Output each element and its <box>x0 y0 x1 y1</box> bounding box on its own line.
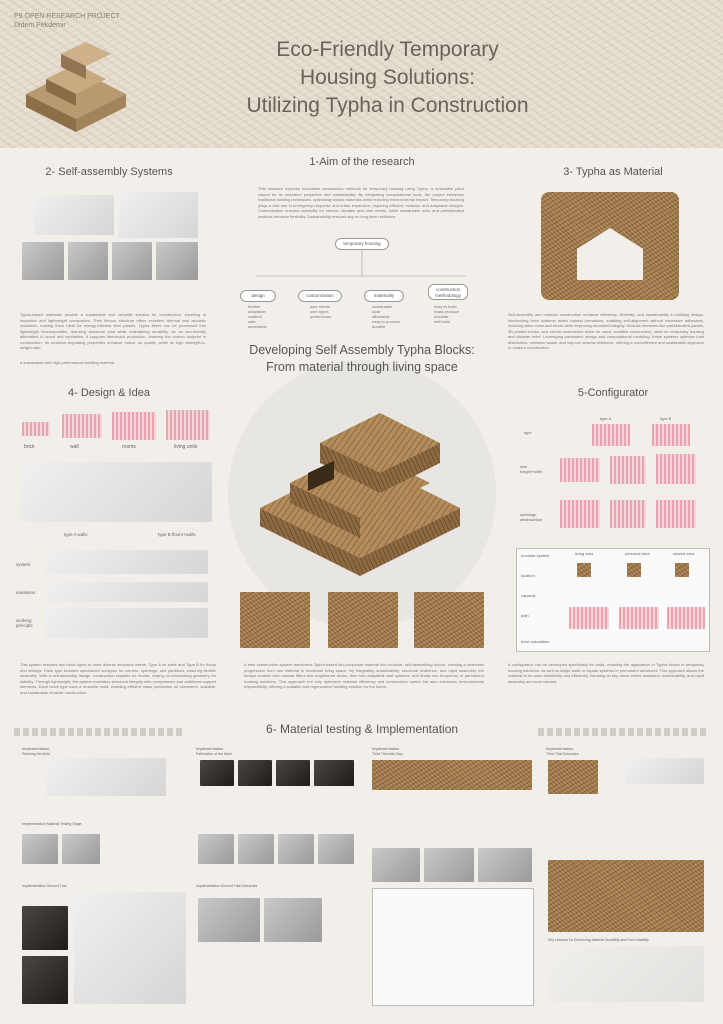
col-living-area: living area <box>575 551 594 556</box>
working-principle-row <box>44 608 208 638</box>
diagram-node-design: design <box>240 290 276 302</box>
label-size: size height+width <box>520 464 543 474</box>
col4-title: Implementation <box>546 746 574 751</box>
table-plan <box>569 607 609 629</box>
row-modular-system: modular system <box>521 553 550 558</box>
col2-sub-c: Implementation Second Trial Outcomes <box>196 884 258 888</box>
bullet: sustainable <box>372 304 393 309</box>
bullet: local <box>372 309 381 314</box>
center-block-render <box>250 388 480 578</box>
label-type-a: type A walls <box>64 532 88 537</box>
label-type-a-config: type A <box>600 416 612 421</box>
label-type: type <box>524 430 532 435</box>
bullet: modular <box>434 314 449 319</box>
col3-sub: Third Trial with Clay <box>372 752 403 756</box>
col1-sub-a: Implementation Material Testing Stage <box>22 822 82 826</box>
bullet: self-build <box>434 319 451 324</box>
project-label: P9 OPEN RESEARCH PROJECT <box>14 13 120 20</box>
trial-notes-panel <box>74 892 186 1004</box>
config-type-b <box>652 424 690 446</box>
mold-photo-4 <box>314 760 354 786</box>
clay-result-1 <box>372 848 420 882</box>
mold-photo-2 <box>238 760 272 786</box>
project-info <box>14 12 120 30</box>
wall-drawing <box>62 414 102 438</box>
header-banner <box>0 0 723 148</box>
mix-photo-2 <box>238 834 274 864</box>
testing-heading: 6- Material testing & Implementation <box>265 722 459 736</box>
diagram-node-construction: construction methodology <box>428 284 468 300</box>
diagram-node-materiality: materiality <box>364 290 404 302</box>
trial-photo-1 <box>22 906 68 950</box>
hero-block-image <box>16 34 136 134</box>
bullet: adaptable <box>248 309 266 314</box>
bullet: safe <box>248 319 256 324</box>
self-assembly-text-2: a sustainable and high-performance building material. <box>20 360 116 365</box>
final-text-block <box>548 946 704 1002</box>
label-living-units: living units <box>174 444 198 450</box>
col1-sub-b: Implementation Second Trial <box>22 884 67 888</box>
bullet: accessible <box>248 324 267 329</box>
brick-drawing <box>22 422 50 436</box>
mold-plan-drawings <box>46 758 166 796</box>
corner-wall-drawing <box>118 192 198 238</box>
col2-sub: Fabrication of the Mold <box>196 752 232 756</box>
col-shared-area: shared area <box>673 551 695 556</box>
clay-result-3 <box>478 848 532 882</box>
outcome-block-1 <box>548 760 598 794</box>
title-line-2: Housing Solutions: <box>299 66 476 89</box>
trial-photo-2 <box>22 956 68 1004</box>
mix-photo-3 <box>278 834 314 864</box>
room-render-2 <box>328 592 398 648</box>
config-opening-1 <box>560 500 600 528</box>
final-caption: Key Lessons for Enhancing Material Durability and Form Stability <box>548 938 649 942</box>
mix-photo-1 <box>198 834 234 864</box>
bullet: user needs <box>310 304 330 309</box>
col2-title: Implementation <box>196 746 224 751</box>
clay-result-2 <box>424 848 474 882</box>
mold-photo-1 <box>200 760 234 786</box>
aim-text: This research explores innovative construction methods for temporary housing using Typha, a renewable plant valued for its insulation properties and sustainability. By integrating computational tools, the project enhances traditional building techniques, optimizing natural materials while reducing environmental impact. Temporary housing plays a vital role in emergency response and urban expansion, requiring efficient, modular, and adaptable designs. Customization ensures suitability for various climates and user needs, while sustainable units and prefabricated sections enhance flexibility. Sustainability ensures any on long-term resilience. <box>258 186 464 219</box>
block-opening <box>577 228 643 280</box>
self-assembly-heading: 2- Self-assembly Systems <box>45 166 173 178</box>
author-name: Didem Pekdemir <box>14 22 66 29</box>
mix-photo-4 <box>318 834 354 864</box>
variations-row <box>44 582 208 602</box>
config-type-a <box>592 424 630 446</box>
outcome-block-2 <box>626 758 704 784</box>
label-wall: wall <box>70 444 79 450</box>
bullet: mass produce <box>434 309 460 314</box>
table-cell-block <box>577 563 591 577</box>
config-size-3 <box>656 454 696 484</box>
final-block-photo <box>548 860 704 932</box>
customization-bullets <box>310 304 331 319</box>
test-photo-1 <box>22 834 58 864</box>
construction-bullets <box>434 304 459 324</box>
label-system: system <box>16 562 31 567</box>
design-bullets <box>248 304 267 329</box>
bullet: user types <box>310 309 329 314</box>
test-photo-2 <box>62 834 100 864</box>
design-heading: 4- Design & Idea <box>68 387 150 399</box>
title-line-3: Utilizing Typha in Construction <box>246 94 529 117</box>
pattern-photo-2 <box>68 242 108 280</box>
bullet: flexible <box>248 304 261 309</box>
col1-sub: Planning the Mold <box>22 752 51 756</box>
typha-text: Self-assembly and modular construction enhance efficiency, flexibility, and sustainability in building design. Interlocking brick systems mimic natural formations, enabling self-alignment without excessive adhesives, reducing labor costs and errors while improving structural integrity. Modular elements like prefabricated panels, 3D-printed bricks, and robotic assemblies allow for rapid, scalable construction, ideal for temporary housing and disaster relief. Leveraging parametric design and computational modeling, these systems optimize load distribution, minimize waste, and improve seismic resilience, offering a cost-effective and sustainable approach to modern construction. <box>508 312 704 350</box>
pattern-photo-1 <box>22 242 64 280</box>
bullet: easy to process <box>372 319 401 324</box>
pattern-photo-4 <box>156 242 198 280</box>
label-variations: variations <box>16 590 36 595</box>
label-brick: brick <box>24 444 35 450</box>
system-row <box>44 550 208 574</box>
label-type-b-config: type B <box>660 416 672 421</box>
bullet: resilient <box>248 314 262 319</box>
configurator-text: A configurator can be developed specifically for walls, enabling the application of Typha blocks in temporary housing solutions, as well as single walls or façade systems in permanent structures. This approach allows the material to be used selectively and efficiently, focusing on key areas where insulation, sustainability, and rapid assembly are most needed. <box>508 662 704 684</box>
aim-heading: 1-Aim of the research <box>309 156 415 168</box>
ornament-left <box>14 728 184 736</box>
living-units-drawing <box>166 410 210 440</box>
room-render-3 <box>414 592 484 648</box>
configurator-heading: 5-Configurator <box>577 387 649 399</box>
center-heading <box>226 342 498 376</box>
bullet: preferences <box>310 314 332 319</box>
results-table <box>372 888 534 1006</box>
center-heading-line-1: Developing Self Assembly Typha Blocks: <box>249 343 475 357</box>
table-plan <box>619 607 659 629</box>
title-line-1: Eco-Friendly Temporary <box>276 38 499 61</box>
table-plan <box>667 607 705 629</box>
bullet: easy to build <box>434 304 457 309</box>
typha-heading: 3- Typha as Material <box>563 166 663 178</box>
row-brick-calculation: brick calculation <box>521 639 550 644</box>
bullet: durable <box>372 324 386 329</box>
label-openings: openings window/door <box>520 512 543 522</box>
config-size-2 <box>610 456 646 484</box>
col3-title: Implementation <box>372 746 400 751</box>
materiality-bullets <box>372 304 400 329</box>
self-assembly-text: Typha-based materials provide a sustainable and versatile solution for construction, excelling in insulation and lightweight composites. Their fibrous structure offers excellent thermal and acoustic insulation, making them ideal for energy-efficient fiber panels. Typha fibers can be processed into lightweight biocomposites, reducing structural load while maintaining durability. As an eco-friendly alternative to wood and synthetics, it supports fiberboard production, lowering the carbon footprint in construction. Its moisture-regulating properties enhance indoor air quality, while its high strength-to-weight ratio <box>20 312 206 350</box>
col4-sub: Third Trial Outcomes <box>546 752 579 756</box>
row-capacity: capacity <box>521 593 536 598</box>
config-opening-2 <box>610 500 646 528</box>
brick-wall-drawing <box>34 195 114 235</box>
bullet: affordable <box>372 314 390 319</box>
room-render-1 <box>240 592 310 648</box>
row-location: location <box>521 573 535 578</box>
typha-block-photo <box>541 192 679 300</box>
block-variants-render <box>20 462 212 522</box>
diagram-root-node: temporary housing <box>335 238 389 250</box>
design-text: This system features two block types to meet diverse structural needs: Type A for walls and Type B for floors and ceilings. Each type includes specialized subtypes for corners, openings, and partitions, ensuring flexible assembly. With a self-assembly design, construction requires no mortar, relying on interlocking geometry for stability. Through lightweight, the system maintains structural integrity with compression and additional support elements. Each block type uses a reusable mold, enabling efficient mass production on consistent, scalable, and sustainable modular construction. <box>20 662 216 695</box>
clay-trial-photo <box>372 760 532 790</box>
poster-title <box>190 36 585 120</box>
configurator-table <box>516 548 710 652</box>
row-plan: plan <box>521 613 529 618</box>
center-text: A new construction system transforms Typha-based bio-composite material into modular, self-assembling blocks, creating a seamless progression from raw material to functional living space. By integrating sustainability, structural resilience, and rapid assembly, the design evolves from natural fibers into engineered bricks, then into adaptable wall systems, and finally into temporary or permanent housing solutions. This approach not only optimizes material efficiency and construction speed but also enhances environmental responsibility, offering a scalable and regenerative building solution for the future. <box>244 662 484 689</box>
outcome-photo-2 <box>264 898 322 942</box>
config-size-1 <box>560 458 600 482</box>
label-type-b: type B floors+walls <box>158 532 196 537</box>
center-heading-line-2: From material through living space <box>266 360 458 374</box>
rooms-drawing <box>112 412 156 440</box>
config-opening-3 <box>656 500 696 528</box>
table-cell-block <box>675 563 689 577</box>
label-working-principle: working principle <box>16 618 33 628</box>
outcome-photo-1 <box>198 898 260 942</box>
table-cell-block <box>627 563 641 577</box>
mold-photo-3 <box>276 760 310 786</box>
pattern-photo-3 <box>112 242 152 280</box>
ornament-right <box>538 728 708 736</box>
col-personal-area: personal area <box>625 551 650 556</box>
col1-title: Implementation <box>22 746 50 751</box>
label-rooms: rooms <box>122 444 136 450</box>
diagram-node-customization: customization <box>298 290 342 302</box>
